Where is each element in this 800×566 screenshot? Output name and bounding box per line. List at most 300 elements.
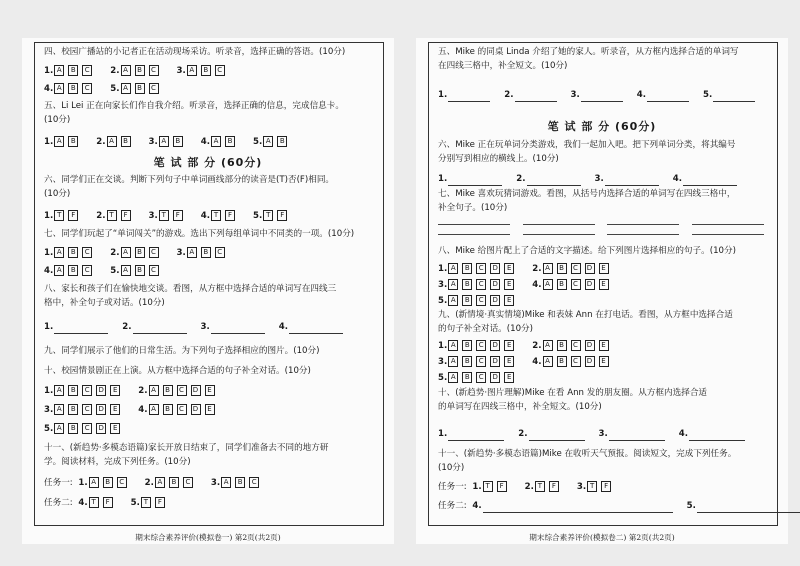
answer-option-box[interactable]: A	[107, 136, 117, 147]
choice-group	[438, 339, 518, 353]
answer-option-box[interactable]: B	[235, 477, 245, 488]
choice-group	[525, 480, 563, 494]
question-number: 3.	[176, 66, 186, 76]
answer-option-box[interactable]: F	[601, 481, 611, 492]
left-q10-row-3	[44, 422, 380, 436]
answer-blank[interactable]	[448, 92, 490, 102]
answer-option-box[interactable]: F	[103, 497, 113, 508]
answer-option-box[interactable]: A	[448, 279, 458, 290]
question-number: 2.	[96, 211, 106, 221]
left-exam-page	[22, 38, 394, 544]
answer-blank[interactable]	[683, 176, 737, 186]
answer-option-box[interactable]: F	[173, 210, 183, 221]
answer-option-box[interactable]: B	[462, 340, 472, 351]
answer-option-box[interactable]: D	[585, 340, 595, 351]
right-q9-prompt	[438, 309, 774, 336]
answer-option-box[interactable]: D	[96, 385, 106, 396]
choice-group	[44, 82, 96, 96]
answer-option-box[interactable]: B	[169, 477, 179, 488]
answer-option-box[interactable]: F	[225, 210, 235, 221]
answer-option-box[interactable]: B	[68, 265, 78, 276]
left-q8-line1: 八、家长和孩子们在愉快地交谈。看图，从方框中选择合适的单词写在四线三	[44, 284, 337, 294]
answer-option-box[interactable]: E	[205, 385, 215, 396]
question-number: 3.	[576, 482, 587, 492]
answer-blank[interactable]	[605, 176, 659, 186]
answer-option-box[interactable]: B	[68, 65, 78, 76]
choice-group	[44, 264, 96, 278]
question-number: 5.	[110, 266, 120, 276]
answer-option-box[interactable]: D	[191, 385, 201, 396]
answer-option-box[interactable]: A	[448, 340, 458, 351]
answer-blank[interactable]	[529, 431, 585, 441]
answer-option-box[interactable]: C	[82, 423, 92, 434]
answer-option-box[interactable]: A	[121, 83, 131, 94]
question-number: 1.	[44, 137, 54, 147]
question-number: 1.	[44, 66, 54, 76]
blank-number: 4.	[636, 90, 646, 100]
answer-option-box[interactable]: A	[543, 356, 553, 367]
answer-option-box[interactable]: D	[490, 340, 500, 351]
answer-option-box[interactable]: C	[476, 295, 486, 306]
answer-option-box[interactable]: C	[149, 65, 159, 76]
answer-option-box[interactable]: B	[462, 295, 472, 306]
answer-option-box[interactable]: B	[462, 263, 472, 274]
right-q5-prompt	[438, 46, 774, 73]
choice-group	[44, 64, 96, 78]
answer-option-box[interactable]: B	[557, 340, 567, 351]
blank-number: 4.	[672, 174, 682, 184]
answer-option-box[interactable]: A	[54, 423, 64, 434]
right-q11-line2: (10分)	[438, 462, 465, 473]
answer-option-box[interactable]: T	[263, 210, 273, 221]
left-q6-prompt	[44, 174, 380, 201]
question-number: 4.	[200, 137, 210, 147]
answer-option-box[interactable]: C	[571, 263, 581, 274]
answer-option-box[interactable]: B	[68, 404, 78, 415]
answer-option-box[interactable]: D	[585, 279, 595, 290]
answer-blank[interactable]	[54, 324, 108, 334]
answer-option-box[interactable]: F	[497, 481, 507, 492]
blank-number: 1.	[438, 429, 448, 439]
question-number: 1.	[44, 386, 54, 396]
answer-option-box[interactable]: C	[149, 247, 159, 258]
question-number: 2.	[532, 264, 542, 274]
left-q7-row-2	[44, 264, 380, 278]
left-q5-row	[44, 135, 380, 149]
right-q10-line2: 的单词写在四线三格中，补全短文。(10分)	[438, 401, 602, 412]
answer-option-box[interactable]: A	[121, 65, 131, 76]
question-number: 1.	[438, 264, 448, 274]
answer-option-box[interactable]: B	[225, 136, 235, 147]
answer-option-box[interactable]: D	[96, 423, 106, 434]
four-line-grid[interactable]	[692, 224, 764, 235]
choice-group	[532, 262, 612, 276]
answer-option-box[interactable]: E	[110, 404, 120, 415]
answer-option-box[interactable]: D	[191, 404, 201, 415]
answer-option-box[interactable]: C	[215, 65, 225, 76]
answer-blank[interactable]	[133, 324, 187, 334]
choice-group	[131, 496, 169, 510]
answer-option-box[interactable]: C	[476, 340, 486, 351]
choice-group	[532, 278, 612, 292]
four-line-grid[interactable]	[523, 224, 595, 235]
answer-option-box[interactable]: E	[504, 340, 514, 351]
answer-option-box[interactable]: B	[68, 247, 78, 258]
answer-option-box[interactable]: A	[54, 385, 64, 396]
question-number: 1.	[78, 478, 88, 488]
choice-group	[110, 246, 162, 260]
blank-number: 4.	[472, 501, 482, 511]
answer-blank[interactable]	[211, 324, 265, 334]
question-number: 3.	[176, 248, 186, 258]
choice-group	[96, 135, 134, 149]
answer-option-box[interactable]: B	[462, 356, 472, 367]
answer-option-box[interactable]: B	[173, 136, 183, 147]
right-q5-line1: 五、Mike 的同桌 Linda 介绍了她的家人。听录音，从方框内选择合适的单词写	[438, 47, 739, 57]
answer-option-box[interactable]: D	[490, 372, 500, 383]
question-number: 5.	[438, 373, 448, 383]
answer-option-box[interactable]: B	[462, 372, 472, 383]
question-number: 4.	[532, 357, 542, 367]
answer-option-box[interactable]: A	[54, 83, 64, 94]
answer-option-box[interactable]: F	[68, 210, 78, 221]
answer-option-box[interactable]: B	[68, 83, 78, 94]
answer-option-box[interactable]: C	[82, 385, 92, 396]
answer-option-box[interactable]: A	[448, 263, 458, 274]
answer-option-box[interactable]: D	[96, 404, 106, 415]
choice-group	[532, 339, 612, 353]
right-task2-blanks	[472, 501, 800, 511]
left-task1-choices	[78, 478, 277, 488]
answer-option-box[interactable]: D	[585, 263, 595, 274]
right-q9-row-1	[438, 339, 774, 353]
answer-option-box[interactable]: A	[221, 477, 231, 488]
choice-group	[211, 476, 263, 490]
answer-option-box[interactable]: B	[135, 247, 145, 258]
right-q10-blanks	[438, 427, 774, 441]
blank-number: 2.	[122, 322, 132, 332]
answer-option-box[interactable]: B	[121, 136, 131, 147]
answer-option-box[interactable]: B	[103, 477, 113, 488]
question-number: 5.	[110, 84, 120, 94]
answer-option-box[interactable]: C	[571, 340, 581, 351]
answer-option-box[interactable]: B	[277, 136, 287, 147]
blank-number: 2.	[516, 174, 526, 184]
answer-option-box[interactable]: D	[490, 279, 500, 290]
answer-option-box[interactable]: T	[159, 210, 169, 221]
right-q8-row-2	[438, 278, 774, 292]
question-number: 5.	[253, 211, 263, 221]
answer-blank[interactable]	[689, 431, 745, 441]
answer-option-box[interactable]: B	[462, 279, 472, 290]
answer-option-box[interactable]: E	[504, 263, 514, 274]
answer-option-box[interactable]: F	[549, 481, 559, 492]
answer-option-box[interactable]: E	[599, 263, 609, 274]
answer-option-box[interactable]: A	[54, 404, 64, 415]
answer-blank[interactable]	[448, 176, 502, 186]
question-number: 1.	[44, 248, 54, 258]
choice-group	[438, 294, 518, 308]
answer-option-box[interactable]: D	[490, 295, 500, 306]
blank-number: 5.	[686, 501, 696, 511]
answer-blank[interactable]	[483, 503, 673, 513]
left-q4-row-2	[44, 82, 380, 96]
answer-option-box[interactable]: C	[117, 477, 127, 488]
question-number: 3.	[438, 280, 448, 290]
right-q7-writing-lines	[438, 223, 774, 237]
blank-number: 3.	[598, 429, 608, 439]
question-number: 4.	[200, 211, 210, 221]
answer-option-box[interactable]: C	[215, 247, 225, 258]
choice-group	[110, 264, 162, 278]
answer-option-box[interactable]: A	[448, 372, 458, 383]
answer-option-box[interactable]: C	[177, 404, 187, 415]
answer-blank[interactable]	[448, 431, 504, 441]
answer-option-box[interactable]: B	[557, 356, 567, 367]
question-number: 1.	[438, 341, 448, 351]
answer-blank[interactable]	[515, 92, 557, 102]
answer-option-box[interactable]: B	[68, 136, 78, 147]
question-number: 2.	[144, 478, 154, 488]
choice-group	[177, 246, 229, 260]
choice-group	[44, 135, 82, 149]
question-number: 3.	[210, 478, 221, 488]
answer-option-box[interactable]: E	[599, 279, 609, 290]
answer-option-box[interactable]: C	[82, 83, 92, 94]
left-q7-prompt: 七、同学们玩起了“单词闯关”的游戏。选出下列每组单词中不同类的一项。(10分)	[44, 229, 355, 239]
right-q10-line1: 十、(新趋势·图片理解)Mike 在看 Ann 发的朋友圈。从方框内选择合适	[438, 388, 708, 398]
answer-option-box[interactable]: E	[205, 404, 215, 415]
answer-option-box[interactable]: A	[89, 477, 99, 488]
answer-option-box[interactable]: A	[54, 247, 64, 258]
answer-option-box[interactable]: T	[587, 481, 597, 492]
left-q6-line1: 六、同学们正在交谈。判断下列句子中单词画线部分的读音是(T)否(F)相同。	[44, 175, 335, 185]
answer-option-box[interactable]: A	[121, 247, 131, 258]
right-q5-line2: 在四线三格中，补全短文。(10分)	[438, 60, 568, 71]
answer-option-box[interactable]: C	[82, 404, 92, 415]
answer-blank[interactable]	[581, 92, 623, 102]
left-task2-row	[44, 496, 380, 510]
choice-group	[78, 496, 116, 510]
answer-option-box[interactable]: B	[135, 83, 145, 94]
answer-option-box[interactable]: D	[490, 356, 500, 367]
question-number: 3.	[148, 137, 158, 147]
answer-option-box[interactable]: C	[571, 279, 581, 290]
answer-option-box[interactable]: B	[557, 263, 567, 274]
choice-group	[149, 135, 187, 149]
answer-option-box[interactable]: B	[135, 265, 145, 276]
answer-blank[interactable]	[713, 92, 755, 102]
left-task2-choices	[78, 498, 183, 508]
answer-option-box[interactable]: C	[476, 356, 486, 367]
answer-option-box[interactable]: C	[82, 65, 92, 76]
right-q9-line1: 九、(新情境·真实情境)Mike 和表妹 Ann 在打电话。看图，从方框中选择合适	[438, 310, 733, 320]
answer-option-box[interactable]: A	[155, 477, 165, 488]
right-task1-choices	[472, 482, 629, 492]
blank-number: 2.	[504, 90, 514, 100]
answer-option-box[interactable]: T	[54, 210, 64, 221]
answer-option-box[interactable]: B	[163, 404, 173, 415]
choice-group	[149, 209, 187, 223]
answer-option-box[interactable]: E	[599, 340, 609, 351]
answer-option-box[interactable]: T	[89, 497, 99, 508]
right-q6-blanks	[438, 172, 774, 186]
blank-number: 2.	[518, 429, 528, 439]
left-q7-row-1	[44, 246, 380, 260]
right-q8-row-1	[438, 262, 774, 276]
right-footer: 期末综合素养评价(模拟卷二) 第2页(共2页)	[529, 533, 675, 542]
answer-option-box[interactable]: A	[54, 65, 64, 76]
right-task1-label: 任务一:	[438, 482, 467, 492]
answer-blank[interactable]	[647, 92, 689, 102]
choice-group	[438, 371, 518, 385]
answer-option-box[interactable]: C	[249, 477, 259, 488]
answer-option-box[interactable]: A	[54, 265, 64, 276]
question-number: 2.	[138, 386, 148, 396]
right-task2-label: 任务二:	[438, 501, 467, 511]
answer-option-box[interactable]: F	[121, 210, 131, 221]
blank-number: 1.	[438, 90, 448, 100]
answer-option-box[interactable]: A	[448, 295, 458, 306]
four-line-grid[interactable]	[438, 224, 510, 235]
choice-group	[438, 278, 518, 292]
answer-option-box[interactable]: D	[490, 263, 500, 274]
right-section-title: 笔 试 部 分 (60分)	[547, 120, 657, 133]
answer-option-box[interactable]: E	[504, 356, 514, 367]
answer-option-box[interactable]: F	[277, 210, 287, 221]
question-number: 4.	[44, 266, 54, 276]
answer-option-box[interactable]: B	[68, 385, 78, 396]
answer-option-box[interactable]: C	[183, 477, 193, 488]
left-q5-prompt	[44, 100, 380, 127]
question-number: 2.	[532, 341, 542, 351]
answer-option-box[interactable]: T	[483, 481, 493, 492]
blank-number: 5.	[703, 90, 713, 100]
left-q11-prompt	[44, 442, 380, 469]
blank-number: 1.	[438, 174, 448, 184]
choice-group	[110, 82, 162, 96]
question-number: 1.	[44, 211, 54, 221]
question-number: 4.	[78, 498, 88, 508]
blank-number: 3.	[570, 90, 580, 100]
answer-option-box[interactable]: C	[476, 279, 486, 290]
answer-option-box[interactable]: T	[141, 497, 151, 508]
answer-option-box[interactable]: E	[504, 295, 514, 306]
answer-option-box[interactable]: A	[149, 404, 159, 415]
question-number: 3.	[148, 211, 158, 221]
choice-group	[44, 384, 124, 398]
question-number: 5.	[130, 498, 140, 508]
question-number: 4.	[138, 405, 148, 415]
blank-number: 3.	[594, 174, 604, 184]
answer-option-box[interactable]: C	[177, 385, 187, 396]
answer-option-box[interactable]: A	[263, 136, 273, 147]
question-number: 1.	[472, 482, 482, 492]
question-number: 5.	[438, 296, 448, 306]
question-number: 2.	[96, 137, 106, 147]
choice-group	[138, 403, 218, 417]
choice-group	[253, 209, 291, 223]
answer-blank[interactable]	[289, 324, 343, 334]
answer-blank[interactable]	[527, 176, 581, 186]
answer-option-box[interactable]: A	[543, 263, 553, 274]
answer-option-box[interactable]: E	[599, 356, 609, 367]
answer-blank[interactable]	[609, 431, 665, 441]
choice-group	[532, 355, 612, 369]
left-task1-label: 任务一:	[44, 478, 73, 488]
left-q5-line2: (10分)	[44, 114, 71, 125]
choice-group	[138, 384, 218, 398]
left-q4-row-1	[44, 64, 380, 78]
right-q7-prompt	[438, 188, 774, 215]
left-section-title: 笔 试 部 分 (60分)	[153, 156, 263, 169]
answer-option-box[interactable]: D	[585, 356, 595, 367]
answer-option-box[interactable]: T	[535, 481, 545, 492]
answer-option-box[interactable]: A	[543, 279, 553, 290]
answer-blank[interactable]	[697, 503, 800, 513]
answer-option-box[interactable]: C	[149, 83, 159, 94]
answer-option-box[interactable]: E	[110, 385, 120, 396]
choice-group	[44, 403, 124, 417]
answer-option-box[interactable]: C	[476, 263, 486, 274]
right-q10-prompt	[438, 387, 774, 414]
answer-option-box[interactable]: A	[149, 385, 159, 396]
answer-option-box[interactable]: C	[82, 247, 92, 258]
right-q11-prompt	[438, 448, 774, 475]
answer-option-box[interactable]: B	[201, 247, 211, 258]
answer-option-box[interactable]: A	[159, 136, 169, 147]
answer-option-box[interactable]: C	[476, 372, 486, 383]
answer-option-box[interactable]: A	[187, 65, 197, 76]
answer-option-box[interactable]: A	[54, 136, 64, 147]
choice-group	[472, 480, 510, 494]
choice-group	[110, 64, 162, 78]
question-number: 4.	[532, 280, 542, 290]
answer-option-box[interactable]: T	[211, 210, 221, 221]
choice-group	[44, 209, 82, 223]
answer-option-box[interactable]: E	[110, 423, 120, 434]
answer-option-box[interactable]: B	[68, 423, 78, 434]
choice-group	[44, 422, 124, 436]
answer-option-box[interactable]: A	[448, 356, 458, 367]
answer-option-box[interactable]: A	[187, 247, 197, 258]
left-q5-line1: 五、Li Lei 正在向家长们作自我介绍。听录音，选择正确的信息，完成信息卡。	[44, 101, 344, 111]
blank-number: 4.	[278, 322, 288, 332]
answer-option-box[interactable]: B	[201, 65, 211, 76]
right-q9-row-3	[438, 371, 774, 385]
answer-option-box[interactable]: A	[121, 265, 131, 276]
answer-option-box[interactable]: E	[504, 372, 514, 383]
choice-group	[438, 355, 518, 369]
answer-option-box[interactable]: C	[82, 265, 92, 276]
question-number: 4.	[44, 84, 54, 94]
answer-option-box[interactable]: C	[571, 356, 581, 367]
right-q7-line1: 七、Mike 喜欢玩猜词游戏。看图，从括号内选择合适的单词写在四线三格中，	[438, 189, 736, 199]
four-line-grid[interactable]	[607, 224, 679, 235]
answer-option-box[interactable]: F	[155, 497, 165, 508]
answer-option-box[interactable]: A	[211, 136, 221, 147]
answer-option-box[interactable]: C	[149, 265, 159, 276]
answer-option-box[interactable]: B	[557, 279, 567, 290]
choice-group	[78, 476, 130, 490]
left-footer: 期末综合素养评价(模拟卷一) 第2页(共2页)	[135, 533, 281, 542]
answer-option-box[interactable]: A	[543, 340, 553, 351]
question-number: 2.	[524, 482, 534, 492]
answer-option-box[interactable]: T	[107, 210, 117, 221]
answer-option-box[interactable]: E	[504, 279, 514, 290]
answer-option-box[interactable]: B	[163, 385, 173, 396]
answer-option-box[interactable]: B	[135, 65, 145, 76]
